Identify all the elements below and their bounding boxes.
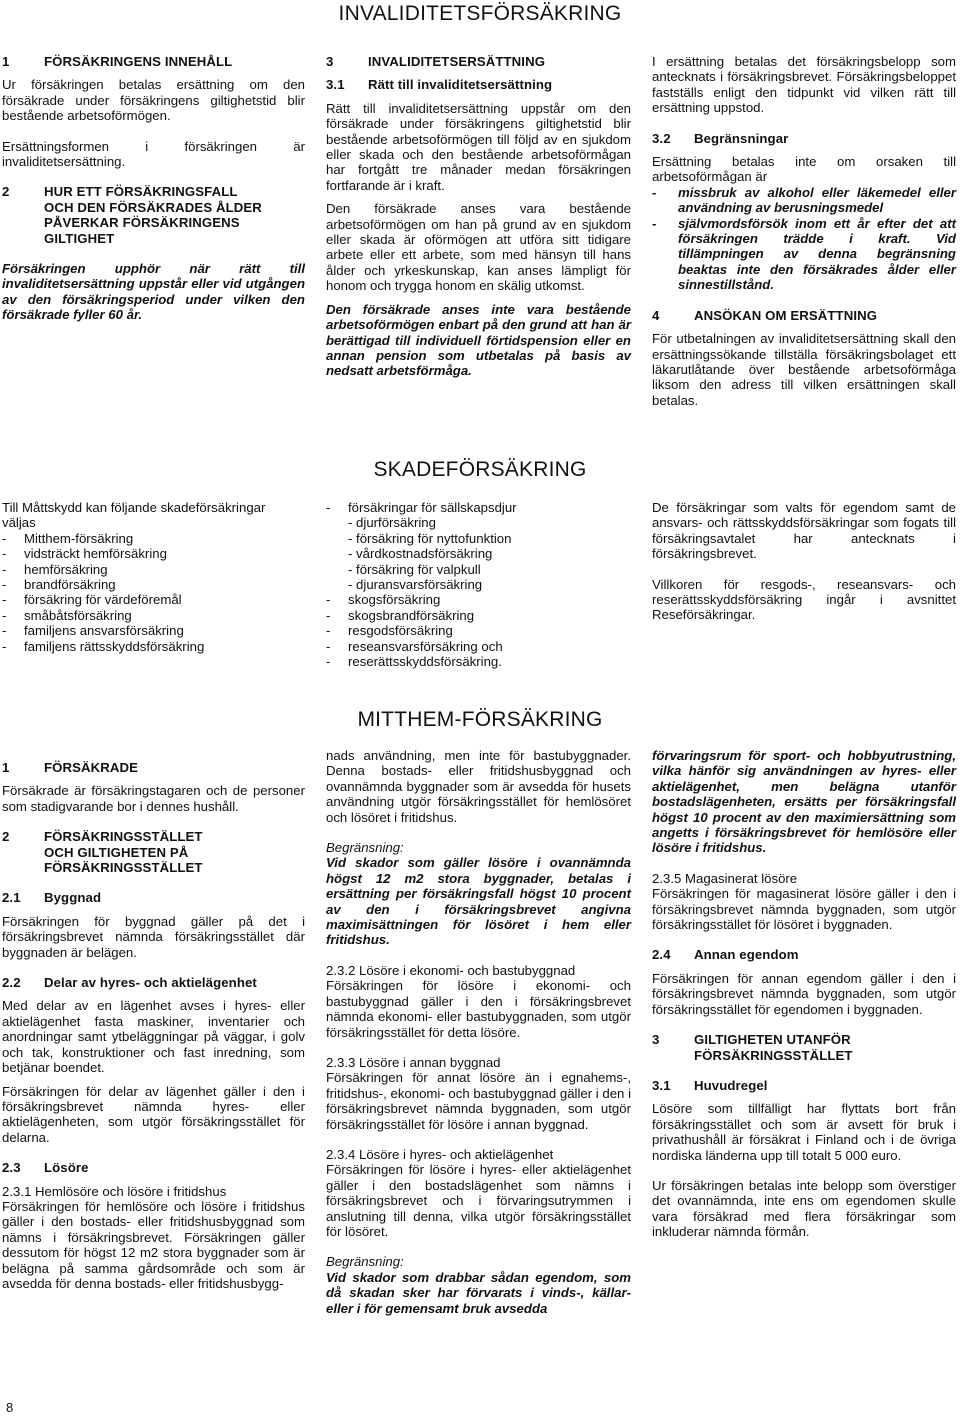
- heading-3: 3 GILTIGHETEN UTANFÖR FÖRSÄKRINGSSTÄLLET: [652, 1032, 853, 1063]
- skade-column-1: [2, 500, 307, 654]
- paragraph: Försäkringen för annat lösöre än i egnahems-, fritidshus-, ekonomi- och bastubyggnad gäller i den i försäkringsbrevet nämnda byggnaden, som utgör försäkringsstället för lösöre i annan byggnad.: [326, 1070, 631, 1132]
- list-item: - försäkringar för sällskapsdjur: [326, 500, 517, 515]
- insurance-list: [2, 531, 307, 654]
- list-item: - skogsförsäkring: [326, 592, 441, 608]
- paragraph: Villkoren för resgods-, reseansvars- och reserättsskyddsförsäkring ingår i avsnittet Reseförsäkringar.: [652, 576, 956, 623]
- paragraph: Ur försäkringen betalas inte belopp som överstiger det ovannämnda, inte ens om egendomen skulle vara försäkrad med flera försäkringar som inkluderar nämnda förmån.: [652, 1177, 956, 1240]
- section-title-invaliditet: INVALIDITETSFÖRSÄKRING: [338, 2, 622, 25]
- list-item: - självmordsförsök inom ett år efter det att försäkringen trädde i kraft. Vid tillämpningen av denna begränsning beaktas inte den försäkrades ålder eller sinnestillstånd.: [652, 215, 956, 293]
- list-item: - familjens ansvarsförsäkring: [2, 623, 184, 639]
- list-item: - Mitthem-försäkring: [2, 530, 134, 546]
- paragraph-emphasis: förvaringsrum för sport- och hobbyutrustning, vilka hänför sig användningen av hyres- eller aktielägenhet, men belägna utanför bostadslägenheten, ersätts per försäkringsfall högst 10 procent av den maximiersättning som angetts i försäkringsbrevet för hemlösöre eller lösöre i fritidshus.: [652, 748, 956, 856]
- insurance-list: [326, 592, 631, 669]
- heading-2-1: 2.1 Byggnad: [2, 890, 102, 906]
- mitthem-column-1: [2, 760, 305, 1291]
- limitation-label: Begränsning:: [326, 840, 404, 856]
- list-item: - familjens rättsskyddsförsäkring: [2, 638, 205, 654]
- skade-column-2: [326, 500, 631, 669]
- list-item: - försäkring för värdeföremål: [2, 592, 182, 608]
- heading-2-2: 2.2 Delar av hyres- och aktielägenhet: [2, 975, 257, 991]
- paragraph: Lösöre som tillfälligt har flyttats bort från försäkringsstället och som är avsett för bruk i privathushåll är försäkrat i Finland och i de övriga nordiska länderna upp till totalt 5 000 euro.: [652, 1101, 956, 1163]
- list-item: - resgodsförsäkring: [326, 623, 453, 639]
- paragraph: Försäkringen för annan egendom gäller i den i försäkringsbrevet nämnda byggnaden, som utgör försäkringsstället för egendomen i byggnaden.: [652, 970, 956, 1017]
- subheading: 2.3.4 Lösöre i hyres- och aktielägenhet: [326, 1146, 554, 1162]
- paragraph: nads användning, men inte för bastubyggnader. Denna bostads- eller fritidshusbyggnad och ovannämnda byggnader som är avsedda för husets användning utgör försäkringsstället för hemlösöret och lösöret i fritidshus.: [326, 748, 631, 825]
- list-item: - brandförsäkring: [2, 577, 116, 593]
- list-item: - missbruk av alkohol eller läkemedel eller användning av berusningsmedel: [652, 184, 956, 216]
- intro-line: Till Måttskydd kan följande skadeförsäkringar: [2, 500, 266, 515]
- invaliditet-column-3: [652, 54, 956, 408]
- list-item: - djuransvarsförsäkring: [348, 577, 483, 593]
- heading-3-1: 3.1 Rätt till invaliditetsersättning: [326, 77, 553, 93]
- paragraph: Med delar av en lägenhet avses i hyres- eller aktielägenhet fasta maskiner, inventarier och anordningar samt ytbeläggningar på väggar, i golv och tak, konstruktioner och fast inredning, som betjänar boendet.: [2, 998, 305, 1076]
- paragraph: Rätt till invaliditetsersättning uppstår om den försäkrade under försäkringens giltighetstid blir bestående arbetsoförmögen till följd av en sjukdom eller skada och den bestående arbetsoförmågan har fortgått tre månader medan försäkringen fortfarande är i kraft.: [326, 100, 631, 193]
- limitation-text: Vid skador som drabbar sådan egendom, som då skadan sker har förvarats i vinds-, källar- eller i för gemensamt bruk avsedda: [326, 1269, 631, 1316]
- invaliditet-column-1: [2, 54, 305, 323]
- paragraph: Den försäkrade anses vara bestående arbetsoförmögen om han på grund av en sjukdom eller skada är oförmögen att utföra sitt tidigare arbete eller ett arbete, som med hänsyn till hans ålder och yrkeskunskap, kan anses lämpligt för honom och trygga honom en skälig utkomst.: [326, 201, 631, 294]
- paragraph: I ersättning betalas det försäkringsbelopp som antecknats i försäkringsbrevet. Försäkringsbeloppet fastställs enligt den tidpunkt vid vilken rätt till ersättning uppstod.: [652, 54, 956, 116]
- heading-2-3: 2.3 Lösöre: [2, 1160, 89, 1176]
- intro-line: väljas: [2, 515, 36, 531]
- paragraph: Försäkringen för hemlösöre och lösöre i fritidshus gäller i den bostads- eller fritidshusbyggnad som nämns i försäkringsbrevet. Försäkringen gäller dessutom för högst 12 m2 stora byggnader som är belägna på samma gårdsområde och som är avsedda för denna bostads- eller fritidshusbygg-: [2, 1198, 305, 1291]
- sub-list: [326, 515, 631, 592]
- paragraph: För utbetalningen av invaliditetsersättning skall den ersättningssökande tillställa försäkringsbolaget ett läkarutlåtande över bestående arbetsoförmåga liksom den adress till vilken ersättningen skall betalas.: [652, 331, 956, 408]
- paragraph-emphasis: Försäkringen upphör när rätt till invaliditetsersättning uppstår eller vid utgången av den försäkringsperiod under vilken den försäkrade fyller 60 år.: [2, 261, 305, 323]
- page-number: 8: [6, 1400, 14, 1415]
- paragraph: Försäkringen för byggnad gäller på det i försäkringsbrevet nämnda försäkringsstället där byggnaden är belägen.: [2, 913, 305, 960]
- list-item: - vidsträckt hemförsäkring: [2, 546, 167, 562]
- paragraph: Ersättningsformen i försäkringen är invaliditetsersättning.: [2, 138, 305, 170]
- heading-2: 2 HUR ETT FÖRSÄKRINGSFALL OCH DEN FÖRSÄKRADES ÅLDER PÅVERKAR FÖRSÄKRINGENS GILTIGHET: [2, 184, 262, 246]
- section-title-mitthem: MITTHEM-FÖRSÄKRING: [357, 708, 603, 731]
- list-item: - hemförsäkring: [2, 561, 108, 577]
- list-item: - vårdkostnadsförsäkring: [348, 546, 493, 562]
- paragraph: Ur försäkringen betalas ersättning om den försäkrade under försäkringens giltighetstid blir bestående arbetsoförmögen.: [2, 77, 305, 124]
- list-item: - reseansvarsförsäkring och: [326, 638, 503, 654]
- list-item: - försäkring för nyttofunktion: [348, 530, 512, 546]
- paragraph: De försäkringar som valts för egendom samt de ansvars- och rättsskyddsförsäkringar som fogats till försäkringsavtalet har antecknats i försäkringsbrevet.: [652, 500, 956, 562]
- paragraph: Ersättning betalas inte om orsaken till arbetsoförmågan är: [652, 154, 956, 185]
- paragraph: Försäkringen för delar av lägenhet gäller i den i försäkringsbrevet nämnda hyres- eller aktielägenheten, som utgör försäkringsstället för delarna.: [2, 1083, 305, 1145]
- heading-1: 1 FÖRSÄKRADE: [2, 760, 139, 775]
- paragraph: Försäkringen för lösöre i ekonomi- och bastubyggnad gäller i den i försäkringsbrevet nämnda ekonomi- eller bastubyggnaden, som utgör försäkringsstället för detta lösöre.: [326, 978, 631, 1040]
- limitation-label: Begränsning:: [326, 1254, 404, 1270]
- heading-2-4: 2.4 Annan egendom: [652, 947, 799, 963]
- paragraph: Försäkrade är försäkringstagaren och de personer som stadigvarande bor i dennes hushåll.: [2, 783, 305, 814]
- paragraph: Försäkringen för magasinerat lösöre gäller i den i försäkringsbrevet nämnda byggnaden, som utgör försäkringsstället för lösöret i byggnaden.: [652, 886, 956, 933]
- heading-3-2: 3.2 Begränsningar: [652, 130, 789, 146]
- section-title-skade: SKADEFÖRSÄKRING: [373, 458, 587, 481]
- mitthem-column-3: [652, 748, 956, 1240]
- list-item: - skogsbrandförsäkring: [326, 607, 475, 623]
- list-item: - småbåtsförsäkring: [2, 607, 132, 623]
- mitthem-column-2: [326, 748, 631, 1316]
- heading-4: 4 ANSÖKAN OM ERSÄTTNING: [652, 307, 878, 323]
- paragraph-emphasis: Den försäkrade anses inte vara bestående arbetsoförmögen enbart på den grund att han är berättigad till individuell förtidspension eller en annan pension som utbetalas på basis av nedsatt arbetsförmåga.: [326, 301, 631, 379]
- list-item: - reserättsskyddsförsäkring.: [326, 654, 502, 670]
- subheading: 2.3.3 Lösöre i annan byggnad: [326, 1054, 501, 1070]
- list-item: - försäkring för valpkull: [348, 561, 481, 577]
- heading-3-1: 3.1 Huvudregel: [652, 1077, 768, 1093]
- paragraph: Försäkringen för lösöre i hyres- eller aktielägenhet gäller i den bostadslägenhet som nämns i försäkringsbrevet och i förvaringsutrymmen i anslutning till denna, vilka utgör försäkringsstället för lösöret.: [326, 1162, 631, 1239]
- list-item: - djurförsäkring: [348, 515, 436, 531]
- heading-2: 2 FÖRSÄKRINGSSTÄLLET OCH GILTIGHETEN PÅ FÖRSÄKRINGSSTÄLLET: [2, 829, 203, 876]
- subheading: 2.3.5 Magasinerat lösöre: [652, 870, 798, 886]
- heading-1: 1 FÖRSÄKRINGENS INNEHÅLL: [2, 54, 233, 69]
- limitation-text: Vid skador som gäller lösöre i ovannämnda högst 12 m2 stora byggnader, betalas i ersättning per försäkringsfall högst 10 procent av den i försäkringsbrevet angivna maximisättningen för lösöret i hem eller fritidshus.: [326, 855, 631, 948]
- heading-3: 3 INVALIDITETSERSÄTTNING: [326, 54, 546, 69]
- subheading: 2.3.1 Hemlösöre och lösöre i fritidshus: [2, 1183, 227, 1199]
- invaliditet-column-2: [326, 54, 631, 379]
- skade-column-3: [652, 500, 956, 623]
- subheading: 2.3.2 Lösöre i ekonomi- och bastubyggnad: [326, 962, 576, 978]
